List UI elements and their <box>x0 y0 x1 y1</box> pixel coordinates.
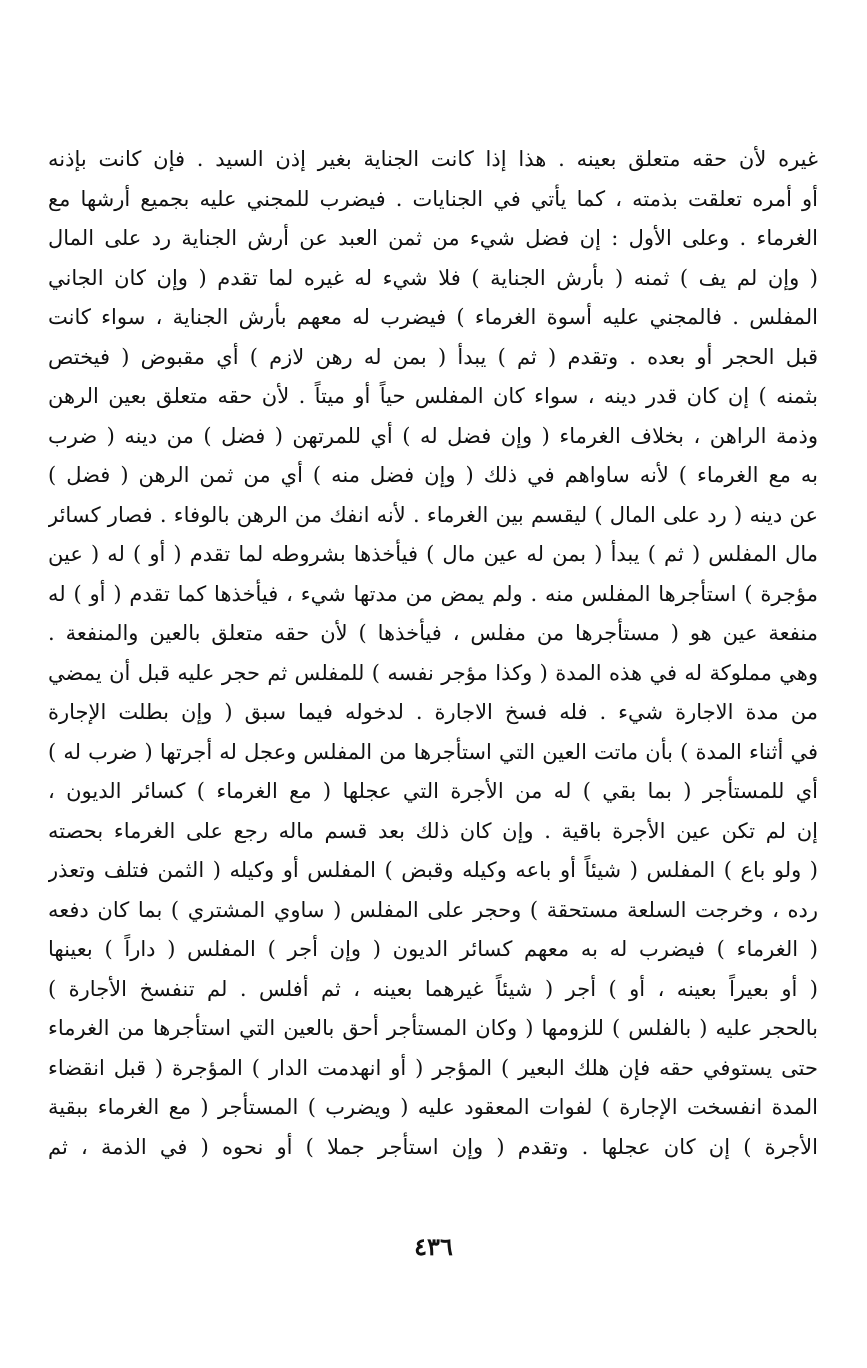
text-line: الأجرة ) إن كان عجلها . وتقدم ( وإن استأجر جملا ) أو نحوه ( في الذمة ، ثم <box>48 1134 818 1159</box>
text-line: حتى يستوفي حقه فإن هلك البعير ) المؤجر ( أو انهدمت الدار ) المؤجرة ( قبل انقضاء <box>48 1055 818 1080</box>
text-line: قبل الحجر أو بعده . وتقدم ( ثم ) يبدأ ( بمن له رهن لازم ) أي مقبوض ( فيختص <box>48 344 818 369</box>
text-line: أو أمره تعلقت بذمته ، كما يأتي في الجنايات . فيضرب للمجني عليه بجميع أرشها مع <box>48 186 818 211</box>
text-line: في أثناء المدة ) بأن ماتت العين التي استأجرها من المفلس وعجل له أجرتها ( ضرب له ) <box>48 739 818 764</box>
text-line: غيره لأن حقه متعلق بعينه . هذا إذا كانت الجناية بغير إذن السيد . فإن كانت بإذنه <box>48 147 818 171</box>
text-line: بالحجر عليه ( بالفلس ) للزومها ( وكان المستأجر أحق بالعين التي استأجرها من الغرماء <box>48 1016 818 1040</box>
text-line: رده ، وخرجت السلعة مستحقة ) وحجر على المفلس ( ساوي المشتري ) بما كان دفعه <box>48 897 818 922</box>
page-number: ٤٣٦ <box>414 1232 453 1261</box>
text-line: ( الغرماء ) فيضرب له به معهم كسائر الديون ( وإن أجر ) المفلس ( داراً ) بعينها <box>48 937 818 961</box>
text-line: وذمة الراهن ، بخلاف الغرماء ( وإن فضل له ) أي للمرتهن ( فضل ) من دينه ( ضرب <box>48 423 818 448</box>
text-line: المدة انفسخت الإجارة ) لفوات المعقود عليه ( ويضرب ) المستأجر ( مع الغرماء ببقية <box>48 1095 818 1119</box>
text-line: ( ولو باع ) المفلس ( شيئاً أو باعه وكيله وقبض ) المفلس أو وكيله ( الثمن فتلف وتعذر <box>48 858 818 882</box>
text-line: بثمنه ) إن كان قدر دينه ، سواء كان المفلس حياً أو ميتاً . لأن حقه متعلق بعين الرهن <box>48 384 818 408</box>
text-line: مؤجرة ) استأجرها المفلس منه . ولم يمض من مدتها شيء ، فيأخذها كما تقدم ( أو ) له <box>48 581 818 606</box>
body-text <box>48 140 818 1167</box>
text-line: إن لم تكن عين الأجرة باقية . وإن كان ذلك بعد قسم ماله رجع على الغرماء بحصته <box>48 818 818 843</box>
text-line: عن دينه ( رد على المال ) ليقسم بين الغرماء . لأنه انفك من الرهن بالوفاء . فصار كسائر <box>48 502 818 527</box>
text-line: ( أو بعيراً بعينه ، أو ) أجر ( شيئاً غيرهما بعينه ، ثم أفلس . لم تنفسخ الأجارة ) <box>48 976 818 1001</box>
text-line: المفلس . فالمجني عليه أسوة الغرماء ) فيضرب له معهم بأرش الجناية ، سواء كانت <box>48 305 818 329</box>
text-line: الغرماء . وعلى الأول : إن فضل شيء من ثمن العبد عن أرش الجناية رد على المال <box>48 226 818 250</box>
text-line: من مدة الاجارة شيء . فله فسخ الاجارة . لدخوله فيما سبق ( وإن بطلت الإجارة <box>48 700 818 724</box>
text-line: ( وإن لم يف ) ثمنه ( بأرش الجناية ) فلا شيء له غيره لما تقدم ( وإن كان الجاني <box>48 265 818 290</box>
text-line: منفعة عين هو ( مستأجرها من مفلس ، فيأخذها ) لأن حقه متعلق بالعين والمنفعة . <box>48 621 818 645</box>
text-line: به مع الغرماء ) لأنه ساواهم في ذلك ( وإن فضل منه ) أي من ثمن الرهن ( فضل ) <box>48 463 818 487</box>
text-line: مال المفلس ( ثم ) يبدأ ( بمن له عين مال ) فيأخذها بشروطه لما تقدم ( أو ) له ( عين <box>48 542 818 566</box>
text-line: أي للمستأجر ( بما بقي ) له من الأجرة التي عجلها ( مع الغرماء ) كسائر الديون ، <box>48 779 818 803</box>
text-line: وهي مملوكة له في هذه المدة ( وكذا مؤجر نفسه ) للمفلس ثم حجر عليه قبل أن يمضي <box>48 660 818 685</box>
